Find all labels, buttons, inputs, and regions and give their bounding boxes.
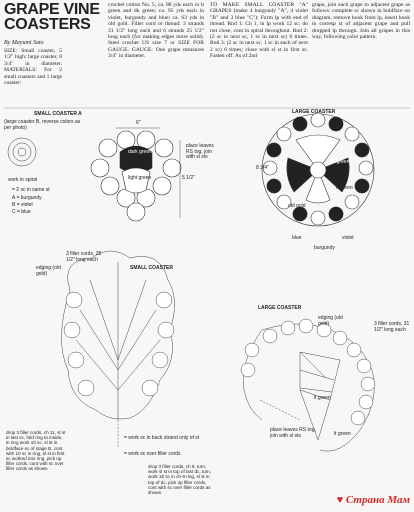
label-lt-green-large: lt green	[336, 185, 353, 191]
label-filler-31: 3 filler cords, 31 1/2" long each	[374, 321, 410, 333]
label-dim-6in: 6"	[136, 120, 141, 126]
label-small-coaster-a: SMALL COASTER A	[34, 111, 82, 117]
byline: By Mayumi Sato	[4, 40, 44, 46]
small-coaster-bottom-diagram	[61, 251, 174, 448]
label-blue: blue	[292, 235, 302, 241]
instructions-column-3: TO MAKE SMALL COASTER "A" GRAPES (make 4 burgundy "A", 4 violet "B" and 3 blue "C"): Form lp with end of thread. Rnd 1: Ch 1, in lp work 12 sc; do not close, cont in spiral throughout. Rnd 2: (2 sc in next sc, 1 sc in next sc) 6 times. Rnd 3: (2 sc in next sc, 1 sc in each of next 2 sc) 6 times; close with sl st in first sc. Fasten off. As of 2nd	[210, 2, 308, 60]
label-work-spiral: work in spiral	[8, 177, 38, 183]
label-rs-note: place leaves RS tog, join with sl sts	[186, 143, 214, 161]
label-dark-green: dark green	[128, 149, 152, 155]
label-sc-back: = work sc in back strand only of st	[124, 435, 200, 441]
label-large-coaster-top: LARGE COASTER	[292, 109, 336, 115]
label-drop-3-cords-b: drop 3 filler cords, ch 9, turn, work sl st in top of last dc, turn, work 15 sc in ch-9 ring, sl st in top of dc, pick up filler cords, cont with sc over filler cords as shown	[148, 464, 212, 496]
label-light-green: light green	[128, 175, 152, 181]
label-filler-25: 3 filler cords, 25 1/2" long each	[66, 251, 102, 263]
label-large-coaster-bottom: LARGE COASTER	[258, 305, 302, 311]
label-lt-green-bottom: lt green	[314, 395, 331, 401]
label-old-gold: old gold	[288, 203, 306, 209]
label-sc-over: = work sc over filler cords	[124, 451, 181, 457]
instructions-column-4: grape, join each grape to adjacent grape as follows: complete sc shown in boldface on diagram, remove hook from lp, insert hook in corresp st of adjacent grape and pull dropped lp through. Join all grapes in this way, following color pattern.	[312, 2, 410, 41]
label-legend-a: A = burgundy	[12, 195, 42, 201]
heart-icon: ♥	[336, 494, 344, 506]
instructions-column-1: SIZE: Small coaster, 5 1/2" high; large coaster, 8 3/4" in diameter. MATERIALS: For 2 small coasters and 1 large coaster:	[4, 48, 62, 87]
label-legend-eq: = 2 sc in same st	[12, 187, 50, 193]
label-dk-green-large: dk green	[330, 159, 350, 165]
grape-spiral-diagram	[8, 138, 36, 166]
label-reverse-colors: (large coaster B, reverse colors as per photo)	[4, 119, 81, 131]
label-drop-3-cords: drop 3 filler cords, ch 11, sl st in last sc, fold ring to inside, in ring work 10 sc, sl st in boldface sc of stage B, cont with 10 sc in ring, sl st in first sc worked into ring, pick up filler cords, cont with sc over filler cords as shown	[6, 430, 66, 472]
label-legend-b: B = violet	[12, 202, 33, 208]
label-lt-green-bottom-2: lt green	[334, 431, 351, 437]
label-legend-c: C = blue	[12, 209, 31, 215]
site-watermark: ♥ Страна Мам	[336, 494, 410, 506]
label-small-coaster-bottom: SMALL COASTER	[130, 265, 173, 271]
label-dim-5-5in: 5 1/2"	[182, 175, 195, 181]
label-violet: violet	[342, 235, 354, 241]
label-edging: edging (old gold)	[36, 265, 61, 277]
label-rs-note-bottom: place leaves RS tog, join with sl sts	[270, 427, 316, 439]
instructions-column-2: crochet cotton No. 5, ca. 88 yds each in lt green and dk green; ca. 95 yds each in violet, burgundy and blue; ca. 63 yds in old gold. Filler cord or thread: 3 strands 31 1/2" long each and 6 strands 25 1/2" long each (for making edges more solid). Steel crochet US size 7 or SIZE FOR GAUGE. GAUGE: One grape measures 3/4" in diameter.	[108, 2, 204, 60]
label-burgundy: burgundy	[314, 245, 335, 251]
large-coaster-top-diagram	[262, 113, 374, 226]
label-edging-large: edging (old gold)	[318, 315, 343, 327]
page-title: GRAPE VINE COASTERS	[4, 1, 100, 33]
label-dim-8-75in: 8 3/4"	[256, 165, 269, 171]
